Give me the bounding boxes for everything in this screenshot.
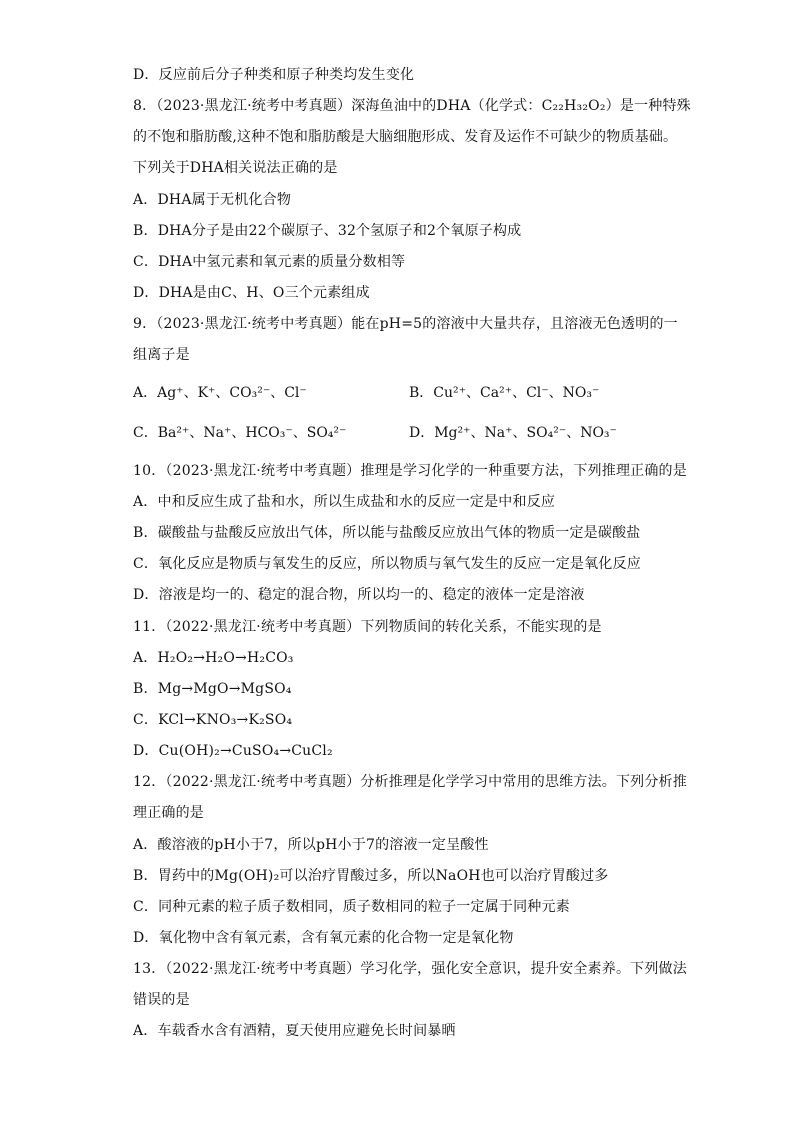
q11-option-d: D．Cu(OH)₂→CuSO₄→CuCl₂ xyxy=(133,743,333,759)
q10-option-a: A．中和反应生成了盐和水，所以生成盐和水的反应一定是中和反应 xyxy=(133,494,556,510)
q12-option-b: B．胃药中的Mg(OH)₂可以治疗胃酸过多，所以NaOH也可以治疗胃酸过多 xyxy=(133,868,609,884)
q11-stem: 11．（2022·黑龙江·统考中考真题）下列物质间的转化关系，不能实现的是 xyxy=(133,619,602,635)
q13-option-a: A．车载香水含有酒精，夏天使用应避免长时间暴晒 xyxy=(133,1023,456,1039)
q8-option-a: A．DHA属于无机化合物 xyxy=(133,192,292,208)
q11-option-c: C．KCl→KNO₃→K₂SO₄ xyxy=(133,712,293,728)
q8-option-c: C．DHA中氢元素和氧元素的质量分数相等 xyxy=(133,254,406,270)
q13-stem-line-2: 错误的是 xyxy=(133,992,190,1008)
q9-stem-line-1: 9．（2023·黑龙江·统考中考真题）能在pH=5的溶液中大量共存，且溶液无色透明的一 xyxy=(133,316,678,332)
q10-option-c: C．氧化反应是物质与氧发生的反应，所以物质与氧气发生的反应一定是氧化反应 xyxy=(133,556,641,572)
q7-option-d: D．反应前后分子种类和原子种类均发生变化 xyxy=(133,67,415,83)
q8-option-b: B．DHA分子是由22个碳原子、32个氢原子和2个氧原子构成 xyxy=(133,223,522,239)
q8-stem-line-3: 下列关于DHA相关说法正确的是 xyxy=(133,160,338,176)
q10-option-d: D．溶液是均一的、稳定的混合物，所以均一的、稳定的液体一定是溶液 xyxy=(133,587,585,603)
q10-stem: 10．（2023·黑龙江·统考中考真题）推理是学习化学的一种重要方法，下列推理正确的是 xyxy=(133,463,687,479)
q8-option-d: D．DHA是由C、H、O三个元素组成 xyxy=(133,285,370,301)
q12-option-c: C．同种元素的粒子质子数相同，质子数相同的粒子一定属于同种元素 xyxy=(133,899,570,915)
q10-option-b: B．碳酸盐与盐酸反应放出气体，所以能与盐酸反应放出气体的物质一定是碳酸盐 xyxy=(133,525,641,541)
q9-option-a: A．Ag⁺、K⁺、CO₃²⁻、Cl⁻ xyxy=(133,385,307,401)
q12-stem-line-1: 12．（2022·黑龙江·统考中考真题）分析推理是化学学习中常用的思维方法。下列分析推 xyxy=(133,774,687,790)
q12-option-d: D．氧化物中含有氧元素，含有氧元素的化合物一定是氧化物 xyxy=(133,930,514,946)
q9-stem-line-2: 组离子是 xyxy=(133,347,190,363)
q12-option-a: A．酸溶液的pH小于7，所以pH小于7的溶液一定呈酸性 xyxy=(133,837,489,853)
q9-option-d: D．Mg²⁺、Na⁺、SO₄²⁻、NO₃⁻ xyxy=(409,425,617,441)
q9-option-b: B．Cu²⁺、Ca²⁺、Cl⁻、NO₃⁻ xyxy=(409,385,600,401)
q13-stem-line-1: 13．（2022·黑龙江·统考中考真题）学习化学，强化安全意识，提升安全素养。下列做法 xyxy=(133,961,687,977)
q12-stem-line-2: 理正确的是 xyxy=(133,805,204,821)
q8-stem-line-1: 8．（2023·黑龙江·统考中考真题）深海鱼油中的DHA（化学式：C₂₂H₃₂O₂）是一种特殊 xyxy=(133,98,691,114)
q8-stem-line-2: 的不饱和脂肪酸,这种不饱和脂肪酸是大脑细胞形成、发育及运作不可缺少的物质基础。 xyxy=(133,129,678,145)
q11-option-b: B．Mg→MgO→MgSO₄ xyxy=(133,681,292,697)
q11-option-a: A．H₂O₂→H₂O→H₂CO₃ xyxy=(133,650,294,666)
q9-option-c: C．Ba²⁺、Na⁺、HCO₃⁻、SO₄²⁻ xyxy=(133,425,347,441)
